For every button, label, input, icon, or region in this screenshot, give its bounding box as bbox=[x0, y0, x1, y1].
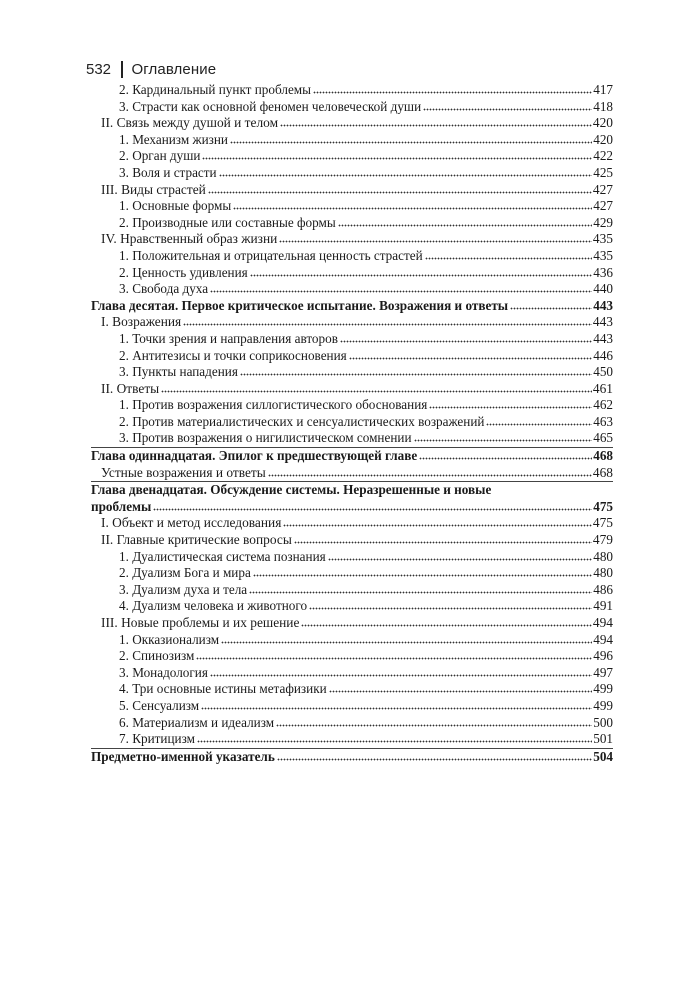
toc-page-number: 468 bbox=[593, 448, 613, 464]
toc-leader-dots bbox=[279, 240, 592, 243]
toc-subsection-entry[interactable] bbox=[91, 364, 613, 381]
toc-leader-dots bbox=[276, 724, 592, 727]
toc-leader-dots bbox=[283, 524, 592, 527]
toc-entry-title: 2. Антитезисы и точки соприкосновения bbox=[119, 347, 347, 363]
toc-leader-dots bbox=[349, 357, 592, 360]
toc-entry-title: 2. Спинозизм bbox=[119, 648, 195, 664]
toc-subsection-entry[interactable] bbox=[91, 82, 613, 99]
toc-page-number: 461 bbox=[592, 380, 613, 396]
toc-leader-dots bbox=[486, 423, 592, 426]
toc-leader-dots bbox=[510, 307, 592, 310]
toc-chapter-entry[interactable] bbox=[91, 447, 613, 465]
toc-entry-title: 1. Основные формы bbox=[119, 198, 232, 214]
toc-leader-dots bbox=[161, 390, 592, 393]
toc-entry-title: 2. Ценность удивления bbox=[119, 264, 248, 280]
toc-entry-title: I. Объект и метод исследования bbox=[101, 515, 282, 531]
toc-page-number: 417 bbox=[593, 82, 613, 97]
toc-leader-dots bbox=[210, 290, 592, 293]
toc-page-number: 499 bbox=[593, 697, 613, 713]
toc-leader-dots bbox=[338, 224, 592, 227]
toc-leader-dots bbox=[277, 758, 592, 761]
toc-page-number: 435 bbox=[592, 231, 613, 247]
toc-subsection-entry[interactable] bbox=[91, 582, 613, 599]
toc-page-number: 480 bbox=[593, 548, 613, 564]
toc-leader-dots bbox=[196, 657, 592, 660]
header-separator bbox=[121, 61, 123, 78]
toc-entry-title: 5. Сенсуализм bbox=[119, 697, 200, 713]
toc-subsection-entry[interactable] bbox=[91, 731, 613, 748]
toc-page-number: 440 bbox=[593, 281, 613, 297]
toc-leader-dots bbox=[210, 674, 592, 677]
toc-leader-dots bbox=[219, 174, 593, 177]
toc-entry-title: 2. Производные или составные формы bbox=[119, 214, 336, 230]
toc-entry-title: Глава десятая. Первое критическое испытание. Возражения и ответы bbox=[91, 297, 509, 313]
toc-section-entry[interactable] bbox=[91, 381, 613, 398]
toc-section-entry[interactable] bbox=[91, 515, 613, 532]
toc-page-number: 443 bbox=[593, 297, 613, 313]
toc-subsection-entry[interactable] bbox=[91, 598, 613, 615]
toc-leader-dots bbox=[419, 457, 592, 460]
toc-subsection-entry[interactable] bbox=[91, 348, 613, 365]
toc-entry-title: 2. Дуализм Бога и мира bbox=[119, 565, 251, 581]
toc-subsection-entry[interactable] bbox=[91, 549, 613, 566]
toc-entry-title: 4. Три основные истины метафизики bbox=[119, 681, 327, 697]
toc-page-number: 501 bbox=[593, 731, 613, 747]
toc-entry-title: III. Новые проблемы и их решение bbox=[101, 615, 300, 630]
toc-leader-dots bbox=[201, 707, 592, 710]
toc-page-number: 491 bbox=[593, 598, 613, 614]
toc-page-number: 446 bbox=[593, 347, 613, 363]
toc-entry-title: 3. Свобода духа bbox=[119, 281, 209, 297]
toc-page-number: 504 bbox=[593, 748, 613, 764]
toc-entry-title: 3. Страсти как основной феномен человеческой души bbox=[119, 98, 422, 114]
toc-page-number: 425 bbox=[593, 164, 613, 180]
toc-entry-title: 7. Критицизм bbox=[119, 731, 195, 747]
toc-entry-title: 1. Положительная и отрицательная ценность страстей bbox=[119, 247, 423, 263]
toc-entry-title: 3. Дуализм духа и тела bbox=[119, 581, 248, 597]
table-of-contents bbox=[91, 82, 613, 765]
toc-section-entry[interactable] bbox=[91, 314, 613, 331]
toc-subsection-entry[interactable] bbox=[91, 248, 613, 265]
toc-entry-title: II. Связь между душой и телом bbox=[101, 115, 279, 131]
toc-page-number: 443 bbox=[592, 314, 613, 330]
toc-subsection-entry[interactable] bbox=[91, 148, 613, 165]
toc-entry-title: Глава двенадцатая. Обсуждение системы. Неразрешенные и новые bbox=[91, 482, 492, 498]
toc-chapter-entry[interactable] bbox=[91, 481, 613, 515]
toc-leader-dots bbox=[301, 624, 591, 627]
toc-subsection-entry[interactable] bbox=[91, 715, 613, 732]
toc-subsection-entry[interactable] bbox=[91, 165, 613, 182]
toc-page-number: 429 bbox=[593, 214, 613, 230]
toc-section-entry[interactable] bbox=[91, 465, 613, 482]
toc-entry-title: Глава одиннадцатая. Эпилог к предшествующей главе bbox=[91, 448, 418, 464]
toc-leader-dots bbox=[294, 541, 592, 544]
toc-chapter-entry[interactable] bbox=[91, 748, 613, 766]
toc-subsection-entry[interactable] bbox=[91, 698, 613, 715]
toc-entry-title: 3. Против возражения о нигилистическом сомнении bbox=[119, 430, 412, 446]
toc-subsection-entry[interactable] bbox=[91, 632, 613, 649]
toc-subsection-entry[interactable] bbox=[91, 681, 613, 698]
toc-entry-title: II. Главные критические вопросы bbox=[101, 532, 292, 548]
toc-entry-title: II. Ответы bbox=[101, 380, 160, 396]
toc-leader-dots bbox=[197, 740, 592, 743]
toc-leader-dots bbox=[425, 257, 593, 260]
toc-entry-title: 1. Против возражения силлогистического обоснования bbox=[119, 397, 428, 413]
toc-page-number: 418 bbox=[593, 98, 613, 114]
toc-section-entry[interactable] bbox=[91, 231, 613, 248]
toc-section-entry[interactable] bbox=[91, 532, 613, 549]
toc-page-number: 480 bbox=[593, 565, 613, 581]
toc-page-number: 494 bbox=[593, 631, 613, 647]
toc-entry-title: Предметно-именной указатель bbox=[91, 748, 275, 764]
toc-chapter-entry[interactable] bbox=[91, 298, 613, 315]
toc-leader-dots bbox=[183, 323, 592, 326]
toc-leader-dots bbox=[414, 439, 593, 442]
toc-page-number: 475 bbox=[593, 498, 613, 514]
toc-entry-title: Устные возражения и ответы bbox=[101, 464, 266, 480]
toc-leader-dots bbox=[153, 508, 592, 511]
toc-entry-title: 1. Точки зрения и направления авторов bbox=[119, 330, 338, 346]
toc-section-entry[interactable] bbox=[91, 182, 613, 199]
toc-subsection-entry[interactable] bbox=[91, 665, 613, 682]
toc-leader-dots bbox=[221, 641, 592, 644]
toc-subsection-entry[interactable] bbox=[91, 648, 613, 665]
toc-subsection-entry[interactable] bbox=[91, 281, 613, 298]
toc-leader-dots bbox=[253, 574, 592, 577]
toc-leader-dots bbox=[268, 474, 592, 477]
toc-page-number: 500 bbox=[593, 714, 613, 730]
toc-leader-dots bbox=[208, 191, 592, 194]
toc-entry-title: 2. Против материалистических и сенсуалистических возражений bbox=[119, 413, 485, 429]
toc-page-number: 443 bbox=[593, 330, 613, 346]
toc-subsection-entry[interactable] bbox=[91, 331, 613, 348]
toc-page-number: 422 bbox=[593, 148, 613, 164]
page-number: 532 bbox=[86, 60, 112, 78]
toc-page-number: 420 bbox=[593, 131, 613, 147]
toc-entry-title: 2. Орган души bbox=[119, 148, 201, 164]
toc-leader-dots bbox=[233, 207, 592, 210]
toc-leader-dots bbox=[423, 108, 592, 111]
toc-page-number: 496 bbox=[593, 648, 613, 664]
toc-entry-title: проблемы bbox=[91, 498, 152, 514]
toc-leader-dots bbox=[329, 690, 593, 693]
toc-leader-dots bbox=[202, 157, 592, 160]
toc-entry-title: 3. Монадология bbox=[119, 664, 208, 680]
toc-subsection-entry[interactable] bbox=[91, 414, 613, 431]
toc-leader-dots bbox=[328, 558, 593, 561]
toc-page-number: 435 bbox=[593, 247, 613, 263]
toc-subsection-entry[interactable] bbox=[91, 265, 613, 282]
toc-entry-title: IV. Нравственный образ жизни bbox=[101, 231, 278, 247]
toc-leader-dots bbox=[429, 406, 592, 409]
toc-entry-title: 1. Дуалистическая система познания bbox=[119, 548, 326, 564]
toc-entry-title: 3. Воля и страсти bbox=[119, 164, 217, 180]
toc-page-number: 499 bbox=[593, 681, 613, 697]
toc-leader-dots bbox=[280, 124, 592, 127]
toc-page-number: 465 bbox=[593, 430, 613, 446]
toc-page-number: 479 bbox=[592, 532, 613, 548]
toc-page-number: 463 bbox=[593, 413, 613, 429]
toc-page-number: 486 bbox=[593, 581, 613, 597]
toc-leader-dots bbox=[340, 340, 592, 343]
toc-page-number: 475 bbox=[592, 515, 613, 531]
toc-page-number: 450 bbox=[593, 364, 613, 380]
toc-entry-title: I. Возражения bbox=[101, 314, 182, 330]
toc-section-entry[interactable] bbox=[91, 115, 613, 132]
toc-page-number: 436 bbox=[593, 264, 613, 280]
toc-subsection-entry[interactable] bbox=[91, 215, 613, 232]
toc-section-entry[interactable] bbox=[91, 615, 613, 632]
toc-leader-dots bbox=[313, 91, 592, 94]
toc-subsection-entry[interactable] bbox=[91, 132, 613, 149]
toc-entry-title: 1. Окказионализм bbox=[119, 631, 220, 647]
page-header bbox=[86, 57, 216, 81]
toc-subsection-entry[interactable] bbox=[91, 198, 613, 215]
toc-page-number: 494 bbox=[592, 615, 613, 630]
toc-page-number: 420 bbox=[592, 115, 613, 131]
toc-leader-dots bbox=[230, 141, 592, 144]
toc-page-number: 462 bbox=[593, 397, 613, 413]
toc-subsection-entry[interactable] bbox=[91, 565, 613, 582]
toc-leader-dots bbox=[240, 373, 592, 376]
toc-entry-title: 1. Механизм жизни bbox=[119, 131, 228, 147]
toc-page-number: 497 bbox=[593, 664, 613, 680]
toc-entry-title: III. Виды страстей bbox=[101, 181, 206, 197]
running-title: Оглавление bbox=[131, 60, 217, 78]
toc-subsection-entry[interactable] bbox=[91, 99, 613, 116]
toc-subsection-entry[interactable] bbox=[91, 397, 613, 414]
toc-leader-dots bbox=[250, 274, 592, 277]
toc-page-number: 427 bbox=[592, 181, 613, 197]
toc-page-number: 468 bbox=[592, 464, 613, 480]
toc-entry-title: 3. Пункты нападения bbox=[119, 364, 238, 380]
toc-subsection-entry[interactable] bbox=[91, 430, 613, 447]
toc-page-number: 427 bbox=[593, 198, 613, 214]
toc-entry-title: 6. Материализм и идеализм bbox=[119, 714, 275, 730]
toc-entry-title: 4. Дуализм человека и животного bbox=[119, 598, 308, 614]
toc-leader-dots bbox=[249, 591, 592, 594]
toc-entry-title: 2. Кардинальный пункт проблемы bbox=[119, 82, 312, 97]
toc-leader-dots bbox=[309, 607, 592, 610]
